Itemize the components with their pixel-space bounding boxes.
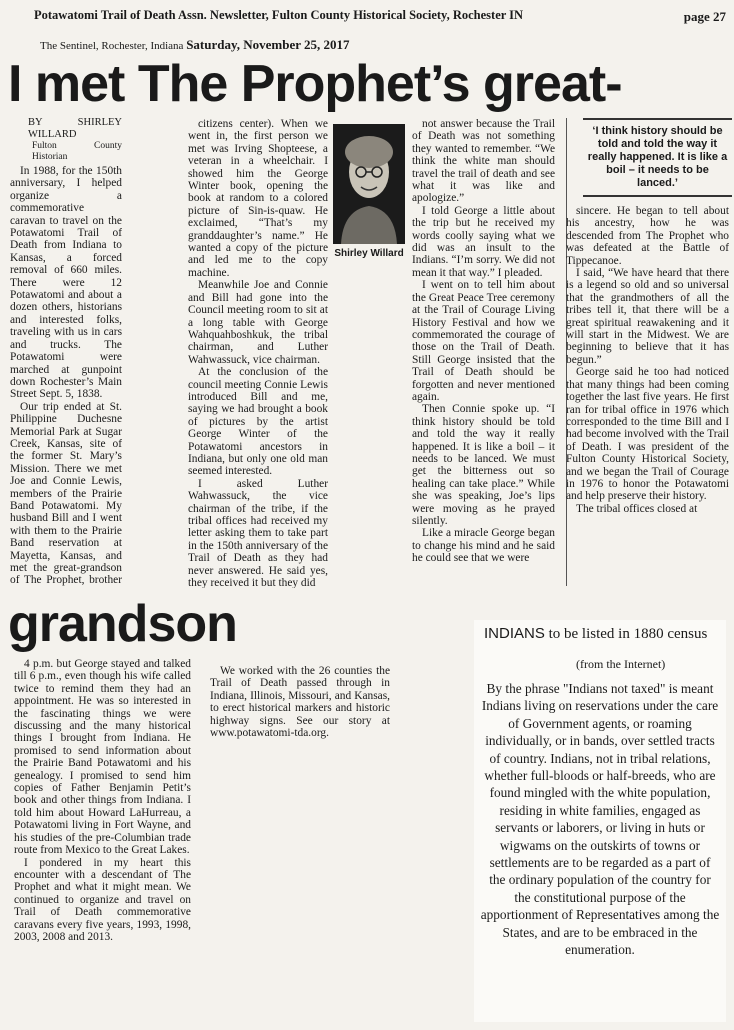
paragraph: In 1988, for the 150th anniversary, I helped organize a commemorative caravan to travel on the Potawatomi Trail of Death from Indiana to Kansas, a forced removal of 660 miles. There were 12 Potawatomi and about a dozen others, historians and interested folks, traveling with us in cars and trucks. The Potawatomi were marched at gunpoint down Rochester’s Main Street Sept. 5, 1838.: [10, 165, 122, 401]
clipping-title-rest: to be listed in 1880 census: [544, 626, 708, 642]
paragraph: The tribal offices closed at: [576, 502, 698, 515]
paragraph: 4 p.m. but George stayed and talked till 6 p.m., even though his wife called twice to remind them they had an appointment. He was so interested in the fascinating things we were discussing and the many historical things I brought from Indiana. He promised to send information about the Prairie Band Potawatomi and his genealogy. I promised to send him copies of Father Benjamin Petit’s book and other things from Indiana. I told him about Howard LaHurreau, a Potawatomi living in Fort Wayne, and his studies of the pre-Columbian trade route from Mexico to the Great Lakes.: [14, 658, 191, 857]
paragraph: I asked Luther Wahwassuck, the vice chairman of the tribe, if the tribal offices had received my letter asking them to take part in the 150th anniversary of the Trail of Death as they had never answered. He said yes, they received it but they did: [188, 477, 328, 588]
paragraph: Like a miracle George began to change his mind and he said he could see that we were: [412, 527, 555, 565]
author-photo: [333, 124, 405, 244]
article-column-1: [10, 117, 122, 587]
newsletter-header: Potawatomi Trail of Death Assn. Newsletter, Fulton County Historical Society, Rochester IN: [34, 8, 524, 22]
portrait-image: [333, 124, 405, 244]
byline-role: Fulton County Historian: [32, 141, 122, 162]
paragraph: Then Connie spoke up. “I think history should be told and told the way it really happened. It is like a boil – it needs to be lanced. We must get the bitterness out so healing can take place.” While she was speaking, Joe’s lips were moving as he prayed silently.: [412, 403, 555, 527]
paragraph: I said, “We have heard that there is a legend so old and so universal that the grandmothers of all the tribes tell it, that there will be a great spiritual reawakening and it will start in the Midwest. We are beginning to believe that it has begun.”: [566, 267, 729, 366]
paragraph: We worked with the 26 counties the Trail of Death passed through in Indiana, Illinois, Missouri, and Kansas, to erect historical markers and historic highway signs. See our story at www.potawatomi-tda.org.: [210, 665, 390, 740]
paragraph: I went on to tell him about the Great Peace Tree ceremony at the Trail of Courage Living History Festival and how we commemorated the courage of those on the Trail of Death. Still George insisted that the Trail of Death should be forgotten and never mentioned again.: [412, 279, 555, 403]
paragraph: sincere. He began to tell about his ancestry, how he was descended from The Prophet who was defeated at the Battle of Tippecanoe.: [566, 205, 729, 267]
paragraph: George said he too had noticed that many things had been coming together the last five years. He first ran for tribal office in 1976 which corresponded to the time Bill and I had become involved with the Trail of Death. I was president of the Fulton County Historical Society, and we began the Trail of Courage in 1976 to honor the Potawatomi and help preserve their history.: [566, 366, 729, 503]
paragraph: At the conclusion of the council meeting Connie Lewis introduced Bill and me, saying we had brought a book of pictures by the artist George Winter of the Potawatomi ancestors in Indiana, but only one old man seemed interested.: [188, 366, 328, 478]
article-column-3: [412, 118, 555, 588]
clipping-title: [484, 624, 707, 644]
headline-line-1: I met The Prophet’s great-: [8, 55, 622, 113]
article-column-6: [210, 665, 390, 775]
publication-date: Saturday, November 25, 2017: [186, 37, 350, 52]
article-column-4: [566, 205, 729, 587]
clipping-body: By the phrase "Indians not taxed" is meant Indians living on reservations under the care of Government agents, or roaming individually, or in bands, over settled tracts of country. Indians, not in tribal relations, whether full-bloods or half-breeds, who are found mingled with the white population, residing in white families, engaged as servants or laborers, or living in huts or wigwams on the outskirts of towns or settlements are to be regarded as a part of the ordinary population of the country for the constitutional purpose of the apportionment of Representatives among the States, and are to be embraced in the enumeration.: [480, 681, 720, 958]
paragraph: Meanwhile Joe and Connie and Bill had gone into the Council meeting room to sit at a long table with George Wahquahboshkuk, the tribal chairman, and Luther Wahwassuck, vice chairman.: [188, 279, 328, 366]
census-clipping: [474, 620, 726, 1022]
headline-line-2: grandson: [8, 595, 237, 653]
page-number: page 27: [683, 9, 726, 24]
article-column-5: [14, 658, 191, 1025]
paragraph: I pondered in my heart this encounter with a descendant of The Prophet and what it might mean. We continued to organize and travel on Trail of Death commemorative caravans every five years, 1993, 1998, 2003, 2008 and 2013.: [14, 856, 191, 943]
article-column-2: [188, 118, 328, 588]
paragraph: not answer because the Trail of Death was not something they wanted to remember. “We think the white man should travel the trail of death and see what it was like and apologize.”: [412, 118, 555, 205]
paper-name: The Sentinel, Rochester, Indiana: [40, 40, 184, 52]
clipping-source: (from the Internet): [576, 657, 666, 671]
byline-name: BY SHIRLEY WILLARD: [28, 117, 122, 140]
dateline: [40, 37, 350, 53]
photo-caption: Shirley Willard: [334, 248, 404, 259]
clipping-title-bold: INDIANS: [484, 625, 545, 642]
paragraph: I told George a little about the trip but he received my words coolly saying what we did was an insult to the Indians. “I’m sorry. We did not mean it that way.” I pleaded.: [412, 204, 555, 279]
paragraph: citizens center). When we went in, the first person we met was Irving Shopteese, a veteran in a wheelchair. I showed him the George Winter book, opening the book at random to a colored picture of Sin-is-quaw. He exclaimed, “That’s my granddaughter’s name.” He wanted a copy of the picture and led me to the copy machine.: [188, 118, 328, 279]
paragraph: Our trip ended at St. Philippine Duchesne Memorial Park at Sugar Creek, Kansas, site of the former St. Mary’s Mission. There we met Joe and Connie Lewis, members of the Prairie Band Potawatomi. My husband Bill and I went with them to the Prairie Band reservation at Mayetta, Kansas, and met the great-grandson of The Prophet, brother: [10, 400, 122, 587]
pull-quote: ‘I think history should be told and told the way it really happened. It is like a boil – it needs to be lanced.’: [583, 118, 732, 197]
